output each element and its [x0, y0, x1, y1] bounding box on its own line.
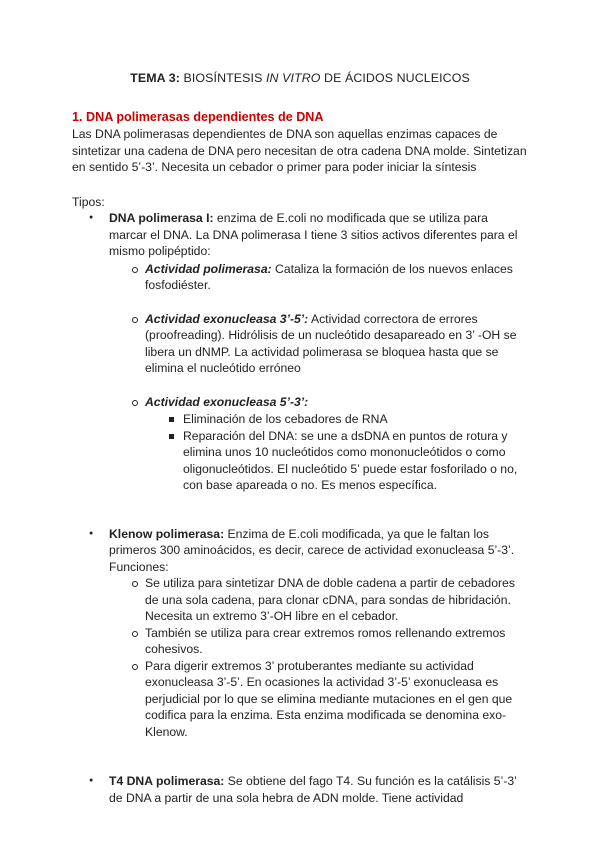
- activity-exonuclease-3-5-label: Actividad exonucleasa 3’-5’:: [145, 311, 309, 326]
- types-label: Tipos:: [72, 194, 105, 209]
- activity-polimerasa: [109, 261, 528, 294]
- title-text-part2: DE ÁCIDOS NUCLEICOS: [320, 71, 470, 85]
- section-heading: 1. DNA polimerasas dependientes de DNA: [72, 109, 324, 124]
- list-item-klenow-polimerasa: [72, 526, 528, 741]
- pol1-description: enzima de E.coli no modificada que se utiliza para marcar el DNA. La DNA polimerasa I tiene 3 sitios activos diferentes para el mismo polipéptido:: [109, 211, 518, 258]
- title-italic-term: IN VITRO: [265, 71, 321, 85]
- page-title: [72, 70, 528, 87]
- activity-polimerasa-text: Cataliza la formación de los nuevos enlaces fosfodiéster.: [145, 261, 513, 292]
- list-item: Eliminación de los cebadores de RNA: [145, 411, 528, 428]
- activity-exonuclease-5-3-label: Actividad exonucleasa 5’-3’:: [145, 394, 309, 409]
- list-item-dna-polimerasa-i: [72, 210, 528, 494]
- activity-exonuclease-3-5: [109, 311, 528, 377]
- polymerase-types-list: [72, 210, 528, 806]
- section-intro-paragraph: Las DNA polimerasas dependientes de DNA son aquellas enzimas capaces de sintetizar una cadena de DNA pero necesitan de otra cadena DNA molde. Sintetizan en sentido 5’-3’. Necesita un cebador o primer para poder iniciar la síntesis: [72, 127, 527, 174]
- list-item: Reparación del DNA: se une a dsDNA en puntos de rotura y elimina unos 10 nucleótidos como mononucleótidos o como oligonucleótidos. El nucleótido 5’ puede estar fosforilado o no, con base apareada o no. Es menos específica.: [145, 428, 528, 494]
- klenow-functions-list: [109, 575, 528, 740]
- activity-polimerasa-label: Actividad polimerasa:: [145, 261, 272, 276]
- pol1-activities-list: [109, 261, 528, 494]
- t4-description: Se obtiene del fago T4. Su función es la catálisis 5’-3’ de DNA a partir de una sola hebra de ADN molde. Tiene actividad: [109, 774, 517, 805]
- title-text-part1: BIOSÍNTESIS: [179, 71, 266, 85]
- klenow-label: Klenow polimerasa:: [109, 526, 225, 541]
- list-item-t4-dna-polimerasa: [72, 773, 528, 806]
- activity-exonuclease-3-5-text: Actividad correctora de errores (proofreading). Hidrólisis de un nucleótido desapareado en 3’ -OH se libera un dNMP. La actividad polimerasa se bloquea hasta que se elimina el nucleótido erróneo: [145, 311, 517, 375]
- list-item: Para digerir extremos 3’ protuberantes mediante su actividad exonucleasa 3’-5’. En ocasiones la actividad 3’-5’ exonucleasa es perjudicial por lo que se elimina mediante mutaciones en el gen que codifica para la enzima. Esta enzima modificada se denomina exo- Klenow.: [109, 658, 528, 741]
- title-topic-number: TEMA 3:: [130, 71, 180, 85]
- exonuclease-5-3-functions-list: [145, 411, 528, 494]
- list-item: Se utiliza para sintetizar DNA de doble cadena a partir de cebadores de una sola cadena, para clonar cDNA, para sondas de hibridación. Necesita un extremo 3’-OH libre en el cebador.: [109, 575, 528, 625]
- list-item: También se utiliza para crear extremos romos rellenando extremos cohesivos.: [109, 625, 528, 658]
- t4-label: T4 DNA polimerasa:: [109, 774, 225, 788]
- pol1-label: DNA polimerasa I:: [109, 211, 214, 225]
- klenow-description: Enzima de E.coli modificada, ya que le faltan los primeros 300 aminoácidos, es decir, carece de actividad exonucleasa 5’-3’. Funciones:: [109, 526, 515, 574]
- activity-exonuclease-5-3: [109, 394, 528, 494]
